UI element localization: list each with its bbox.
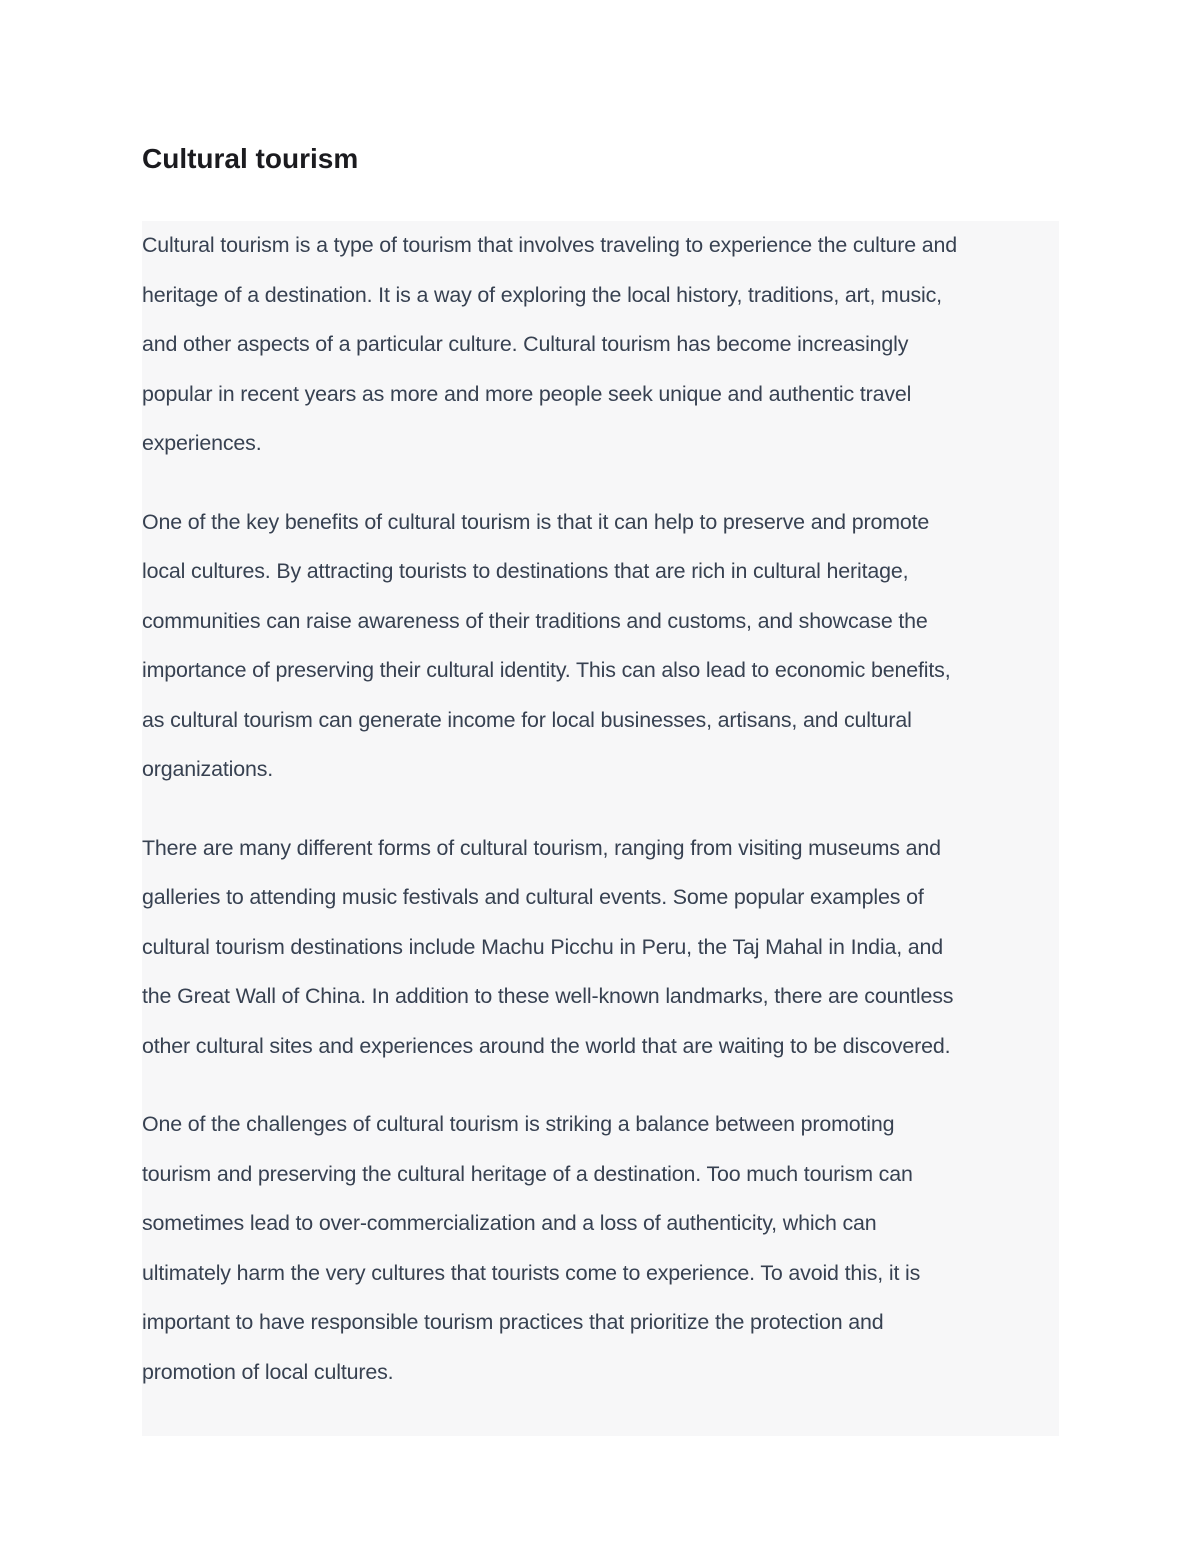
text-line: the Great Wall of China. In addition to these well-known landmarks, there are countless	[142, 984, 954, 1008]
text-line: important to have responsible tourism practices that prioritize the protection and	[142, 1310, 884, 1334]
text-line: ultimately harm the very cultures that tourists come to experience. To avoid this, it is	[142, 1260, 921, 1285]
text-line: sometimes lead to over-commercialization and a loss of authenticity, which can	[142, 1211, 877, 1235]
text-line: One of the challenges of cultural tourism is striking a balance between promoting	[142, 1112, 895, 1136]
text-line: and other aspects of a particular culture. Cultural tourism has become increasingly	[142, 332, 909, 356]
text-line: experiences.	[142, 431, 262, 455]
text-line: promotion of local cultures.	[142, 1359, 394, 1384]
article-body	[142, 221, 1059, 1436]
paragraph-intro	[142, 221, 1059, 469]
text-line: communities can raise awareness of their traditions and customs, and showcase the	[142, 608, 928, 633]
text-line: importance of preserving their cultural identity. This can also lead to economic benefits,	[142, 658, 951, 682]
text-line: Cultural tourism is a type of tourism that involves traveling to experience the culture and	[142, 233, 958, 257]
paragraph-benefits	[142, 498, 1059, 795]
text-line: organizations.	[142, 757, 274, 781]
text-line: galleries to attending music festivals and cultural events. Some popular examples of	[142, 885, 924, 909]
page-title: Cultural tourism	[142, 143, 359, 174]
text-line: other cultural sites and experiences around the world that are waiting to be discovered.	[142, 1033, 951, 1058]
text-line: as cultural tourism can generate income for local businesses, artisans, and cultural	[142, 707, 912, 732]
text-line: One of the key benefits of cultural tourism is that it can help to preserve and promote	[142, 509, 930, 534]
text-line: local cultures. By attracting tourists to destinations that are rich in cultural heritage,	[142, 559, 909, 583]
text-line: heritage of a destination. It is a way of exploring the local history, traditions, art, music,	[142, 282, 942, 307]
paragraph-challenges	[142, 1100, 1059, 1397]
text-line: cultural tourism destinations include Machu Picchu in Peru, the Taj Mahal in India, and	[142, 934, 944, 959]
paragraph-forms	[142, 824, 1059, 1072]
text-line: tourism and preserving the cultural heritage of a destination. Too much tourism can	[142, 1161, 913, 1186]
text-line: There are many different forms of cultural tourism, ranging from visiting museums and	[142, 835, 941, 860]
text-line: popular in recent years as more and more people seek unique and authentic travel	[142, 381, 912, 406]
